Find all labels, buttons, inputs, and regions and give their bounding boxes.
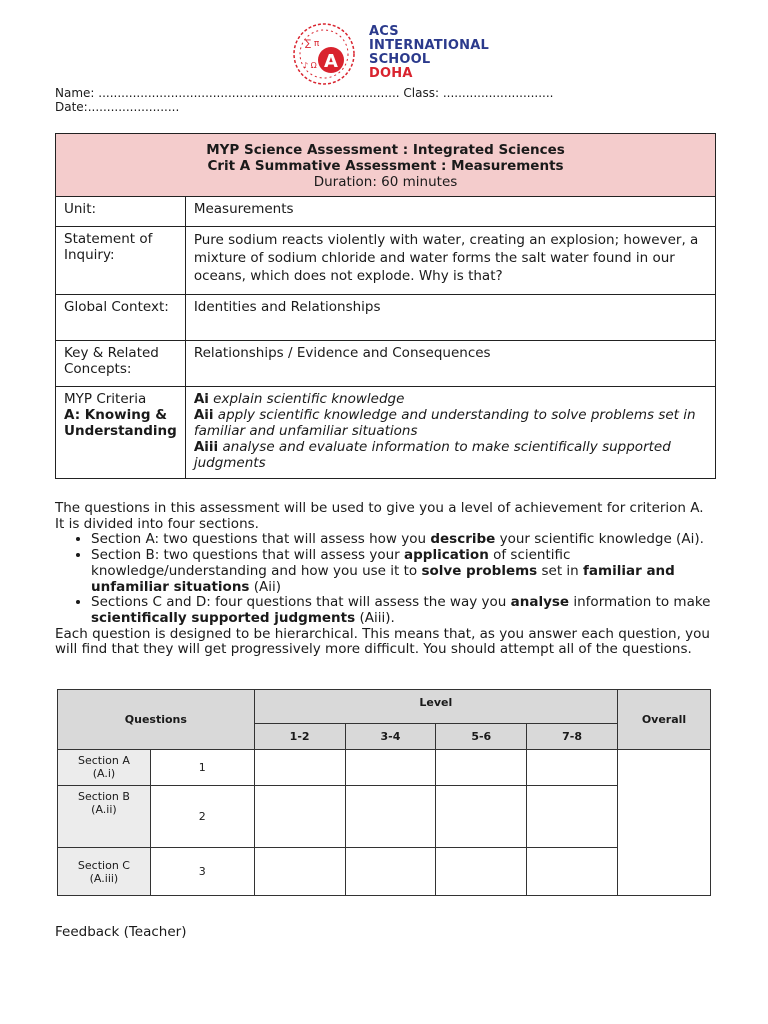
date-field[interactable]: Date:........................: [55, 100, 180, 114]
section-criterion: (A.i): [92, 767, 116, 780]
criteria-text: analyse and evaluate information to make scientifically supported judgments: [193, 439, 671, 471]
assessment-duration: Duration: 60 minutes: [313, 174, 458, 190]
school-name-line: INTERNATIONAL: [369, 38, 489, 53]
section-item: [91, 548, 715, 595]
section-cell: [58, 848, 151, 896]
soi-value: Pure sodium reacts violently with water, creating an explosion; however, a mixture of sodium chloride and water forms the salt water found in our oceans, which does not explode. Why is that?: [185, 227, 715, 295]
school-name-line: ACS: [369, 24, 399, 39]
criteria-text: explain scientific knowledge: [208, 391, 405, 407]
school-name: [369, 25, 489, 81]
section-keyword: familiar and unfamiliar situations: [91, 562, 675, 595]
soi-label: Statement of Inquiry:: [56, 227, 186, 295]
criteria-label-line: MYP Criteria: [64, 391, 147, 407]
section-item: [91, 595, 715, 626]
school-name-line: DOHA: [369, 66, 413, 81]
section-keyword: solve problems: [421, 562, 538, 579]
mark-cell[interactable]: [254, 848, 345, 896]
section-cell: [58, 786, 151, 848]
criteria-code: Aiii: [193, 439, 219, 455]
criteria-item: [194, 391, 707, 407]
section-keyword: application: [404, 547, 489, 564]
section-text: Section A: two questions that will assess how you: [91, 531, 431, 548]
section-criterion: (A.ii): [91, 803, 117, 816]
global-context-value: Identities and Relationships: [185, 295, 715, 341]
level-column-header: 3-4: [345, 724, 436, 750]
assessment-title: MYP Science Assessment : Integrated Sciences: [206, 142, 565, 158]
key-concepts-label: Key & Related Concepts:: [56, 341, 186, 387]
svg-text:♪ Ω: ♪ Ω: [303, 61, 317, 70]
criteria-list: [185, 387, 715, 479]
section-text: (Aiii).: [355, 609, 395, 626]
instructions: [55, 501, 715, 658]
mark-cell[interactable]: [254, 750, 345, 786]
level-column-header: 1-2: [254, 724, 345, 750]
mark-cell[interactable]: [527, 786, 618, 848]
unit-value: Measurements: [185, 197, 715, 227]
school-logo: [291, 22, 491, 86]
teacher-feedback-label: Feedback (Teacher): [55, 924, 187, 940]
unit-label: Unit:: [56, 197, 186, 227]
question-number: 1: [150, 750, 254, 786]
svg-text:A: A: [324, 51, 338, 72]
global-context-label: Global Context:: [56, 295, 186, 341]
section-list: [55, 532, 715, 626]
svg-text:∑ π: ∑ π: [305, 39, 320, 49]
section-text: Sections C and D: four questions that will assess the way you: [91, 594, 511, 611]
criteria-code: Ai: [193, 391, 209, 407]
table-row: [58, 750, 711, 786]
question-number: 2: [150, 786, 254, 848]
section-keyword: describe: [430, 531, 496, 548]
questions-header: Questions: [58, 690, 255, 750]
criteria-item: [194, 407, 707, 439]
criteria-text: apply scientific knowledge and understanding to solve problems set in familiar and unfamiliar situations: [193, 407, 696, 439]
hierarchy-paragraph: Each question is designed to be hierarchical. This means that, as you answer each question, you will find that they will get progressively more difficult. You should attempt all of the questions.: [55, 625, 710, 658]
level-column-header: 5-6: [436, 724, 527, 750]
section-text: information to make: [569, 594, 711, 611]
marking-grid: [57, 689, 711, 896]
table-row: [58, 786, 711, 848]
section-cell: [58, 750, 151, 786]
criteria-item: [194, 439, 707, 471]
mark-cell[interactable]: [436, 750, 527, 786]
overall-header: Overall: [618, 690, 711, 750]
section-keyword: scientifically supported judgments: [91, 609, 356, 626]
overall-cell[interactable]: [618, 750, 711, 896]
key-concepts-value: Relationships / Evidence and Consequences: [185, 341, 715, 387]
assessment-subtitle: Crit A Summative Assessment : Measurements: [207, 158, 564, 174]
mark-cell[interactable]: [527, 848, 618, 896]
mark-cell[interactable]: [527, 750, 618, 786]
mark-cell[interactable]: [254, 786, 345, 848]
section-name: Section A: [78, 754, 130, 767]
section-name: Section B: [77, 790, 130, 803]
section-text: set in: [537, 562, 584, 579]
level-header: Level: [254, 690, 617, 724]
section-text: your scientific knowledge (Ai).: [495, 531, 704, 548]
school-name-line: SCHOOL: [369, 52, 431, 67]
mark-cell[interactable]: [345, 750, 436, 786]
assessment-header: [56, 134, 716, 197]
section-name: Section C: [77, 858, 130, 872]
intro-paragraph: The questions in this assessment will be used to give you a level of achievement for criterion A. It is divided into four sections.: [55, 500, 704, 532]
assessment-info-table: [55, 133, 716, 479]
mark-cell[interactable]: [436, 786, 527, 848]
table-row: [58, 848, 711, 896]
level-column-header: 7-8: [527, 724, 618, 750]
criteria-label-bold: A: Knowing & Understanding: [64, 407, 177, 439]
criteria-code: Aii: [193, 407, 214, 423]
section-keyword: analyse: [510, 594, 570, 611]
section-item: [91, 532, 715, 548]
mark-cell[interactable]: [345, 848, 436, 896]
section-text: Section B: two questions that will assess your: [91, 547, 405, 564]
section-criterion: (A.iii): [89, 871, 119, 885]
question-number: 3: [150, 848, 254, 896]
student-details: [55, 86, 553, 114]
criteria-label: [56, 387, 186, 479]
mark-cell[interactable]: [345, 786, 436, 848]
section-text: (Aii): [249, 578, 282, 595]
school-crest-icon: [291, 22, 361, 86]
section-text: of scientific knowledge/understanding and how you use it to: [91, 547, 571, 579]
name-class-field[interactable]: Name: ............................................................................... Class: .............................: [55, 86, 554, 100]
mark-cell[interactable]: [436, 848, 527, 896]
